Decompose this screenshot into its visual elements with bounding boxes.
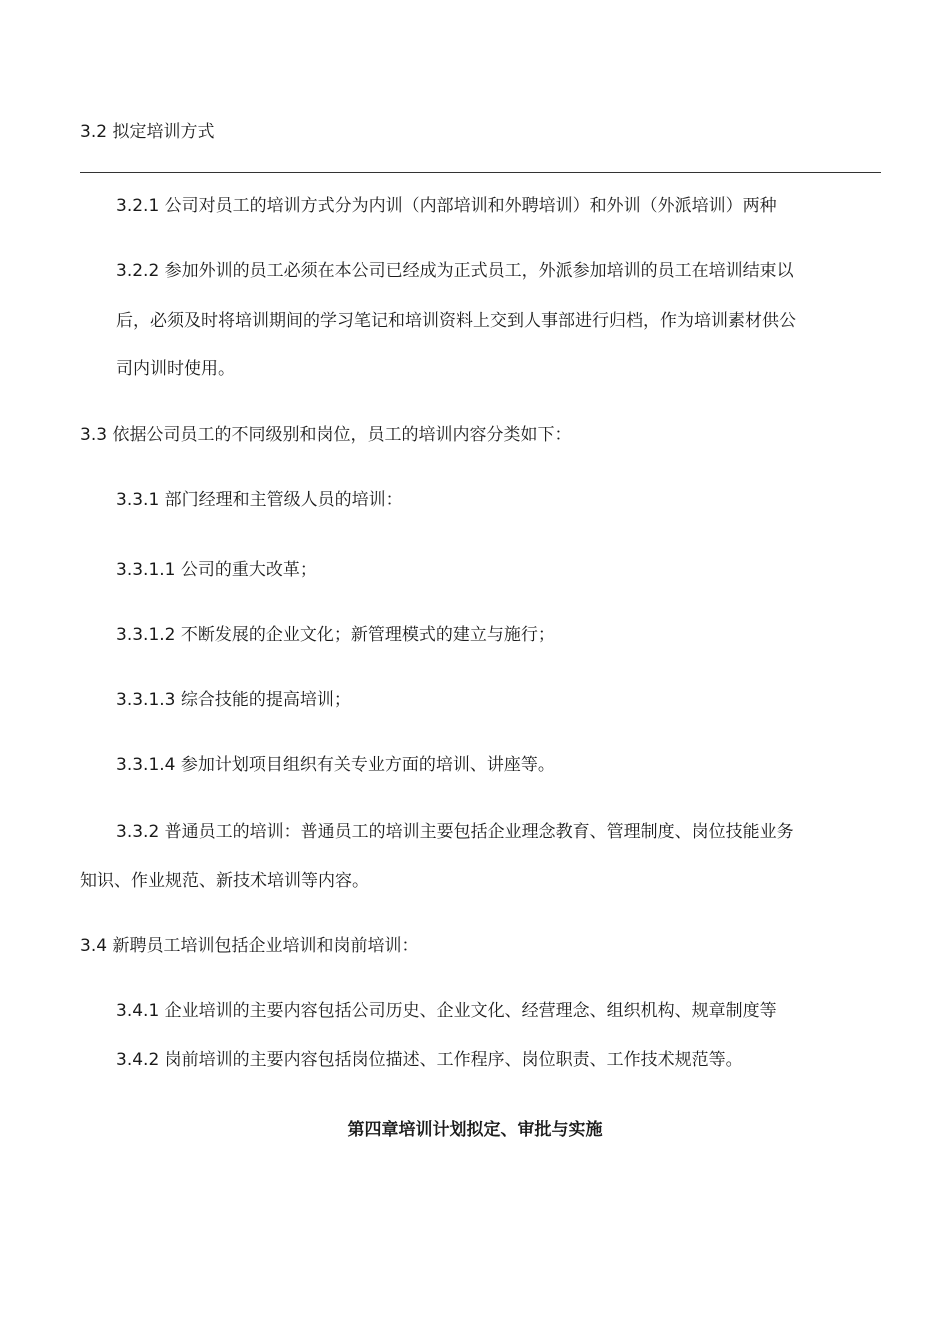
item-3-2-2-line-1: 3.2.2 参加外训的员工必须在本公司已经成为正式员工，外派参加培训的员工在培训结束以 (116, 261, 794, 281)
horizontal-rule (80, 172, 881, 173)
item-3-3-2-line-1: 3.3.2 普通员工的培训：普通员工的培训主要包括企业理念教育、管理制度、岗位技能业务 (116, 822, 794, 842)
item-3-3-1-1: 3.3.1.1 公司的重大改革； (116, 560, 317, 580)
section-3-2-heading: 3.2 拟定培训方式 (80, 122, 215, 142)
item-3-3-1-3: 3.3.1.3 综合技能的提高培训； (116, 690, 351, 710)
item-3-3-1-4: 3.3.1.4 参加计划项目组织有关专业方面的培训、讲座等。 (116, 755, 555, 775)
item-3-3-1-2: 3.3.1.2 不断发展的企业文化；新管理模式的建立与施行； (116, 625, 555, 645)
item-3-2-2-line-3: 司内训时使用。 (116, 359, 235, 379)
chapter-4-title: 第四章培训计划拟定、审批与实施 (347, 1120, 603, 1140)
item-3-2-1: 3.2.1 公司对员工的培训方式分为内训（内部培训和外聘培训）和外训（外派培训）两种 (116, 196, 777, 216)
item-3-2-2-line-2: 后，必须及时将培训期间的学习笔记和培训资料上交到人事部进行归档，作为培训素材供公 (116, 311, 796, 331)
section-3-4-heading: 3.4 新聘员工培训包括企业培训和岗前培训： (80, 936, 419, 956)
item-3-4-1: 3.4.1 企业培训的主要内容包括公司历史、企业文化、经营理念、组织机构、规章制度等 (116, 1001, 777, 1021)
section-3-3-heading: 3.3 依据公司员工的不同级别和岗位，员工的培训内容分类如下： (80, 425, 572, 445)
item-3-4-2: 3.4.2 岗前培训的主要内容包括岗位描述、工作程序、岗位职责、工作技术规范等。 (116, 1050, 743, 1070)
item-3-3-2-line-2: 知识、作业规范、新技术培训等内容。 (80, 871, 369, 891)
item-3-3-1: 3.3.1 部门经理和主管级人员的培训： (116, 490, 403, 510)
